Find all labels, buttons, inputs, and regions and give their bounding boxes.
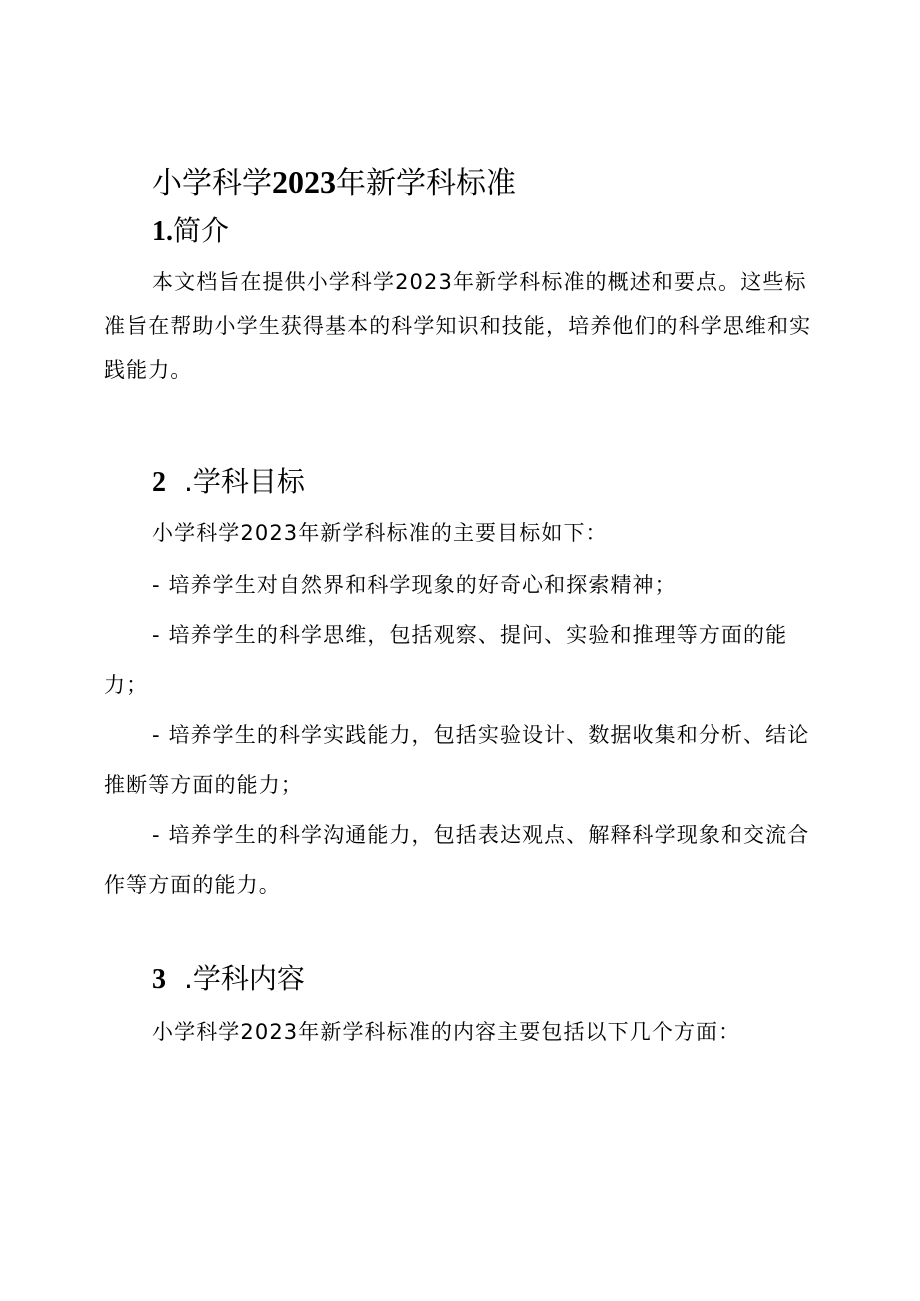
document-title — [152, 162, 516, 204]
title-year: 2023 — [272, 164, 336, 200]
section-1-paragraph: 本文档旨在提供小学科学2023年新学科标准的概述和要点。这些标准旨在帮助小学生获得基本的科学知识和技能，培养他们的科学思维和实践能力。 — [104, 270, 812, 382]
section-2-heading — [152, 463, 305, 502]
section-1-title: 简介 — [173, 214, 230, 247]
section-3-intro: 小学科学2023年新学科标准的内容主要包括以下几个方面： — [152, 1020, 741, 1044]
section-2-number: 2 — [152, 467, 166, 498]
goal-item-1: - 培养学生对自然界和科学现象的好奇心和探索精神； — [152, 573, 677, 597]
section-3-title: .学科内容 — [184, 962, 305, 995]
title-suffix: 年新学科标准 — [336, 166, 516, 201]
title-prefix: 小学科学 — [152, 166, 272, 201]
section-2-title: .学科目标 — [184, 465, 305, 498]
section-1-number: 1. — [152, 216, 173, 247]
goal-item-3: - 培养学生的科学实践能力，包括实验设计、数据收集和分析、结论推断等方面的能力； — [104, 723, 810, 797]
section-2-intro: 小学科学2023年新学科标准的主要目标如下： — [152, 521, 608, 545]
section-3-heading — [152, 960, 305, 999]
goal-item-2: - 培养学生的科学思维，包括观察、提问、实验和推理等方面的能力； — [104, 623, 788, 697]
goal-item-4: - 培养学生的科学沟通能力，包括表达观点、解释科学现象和交流合作等方面的能力。 — [104, 823, 810, 897]
section-3-number: 3 — [152, 964, 166, 995]
goals-list — [104, 560, 816, 910]
section-1-heading — [152, 212, 229, 251]
